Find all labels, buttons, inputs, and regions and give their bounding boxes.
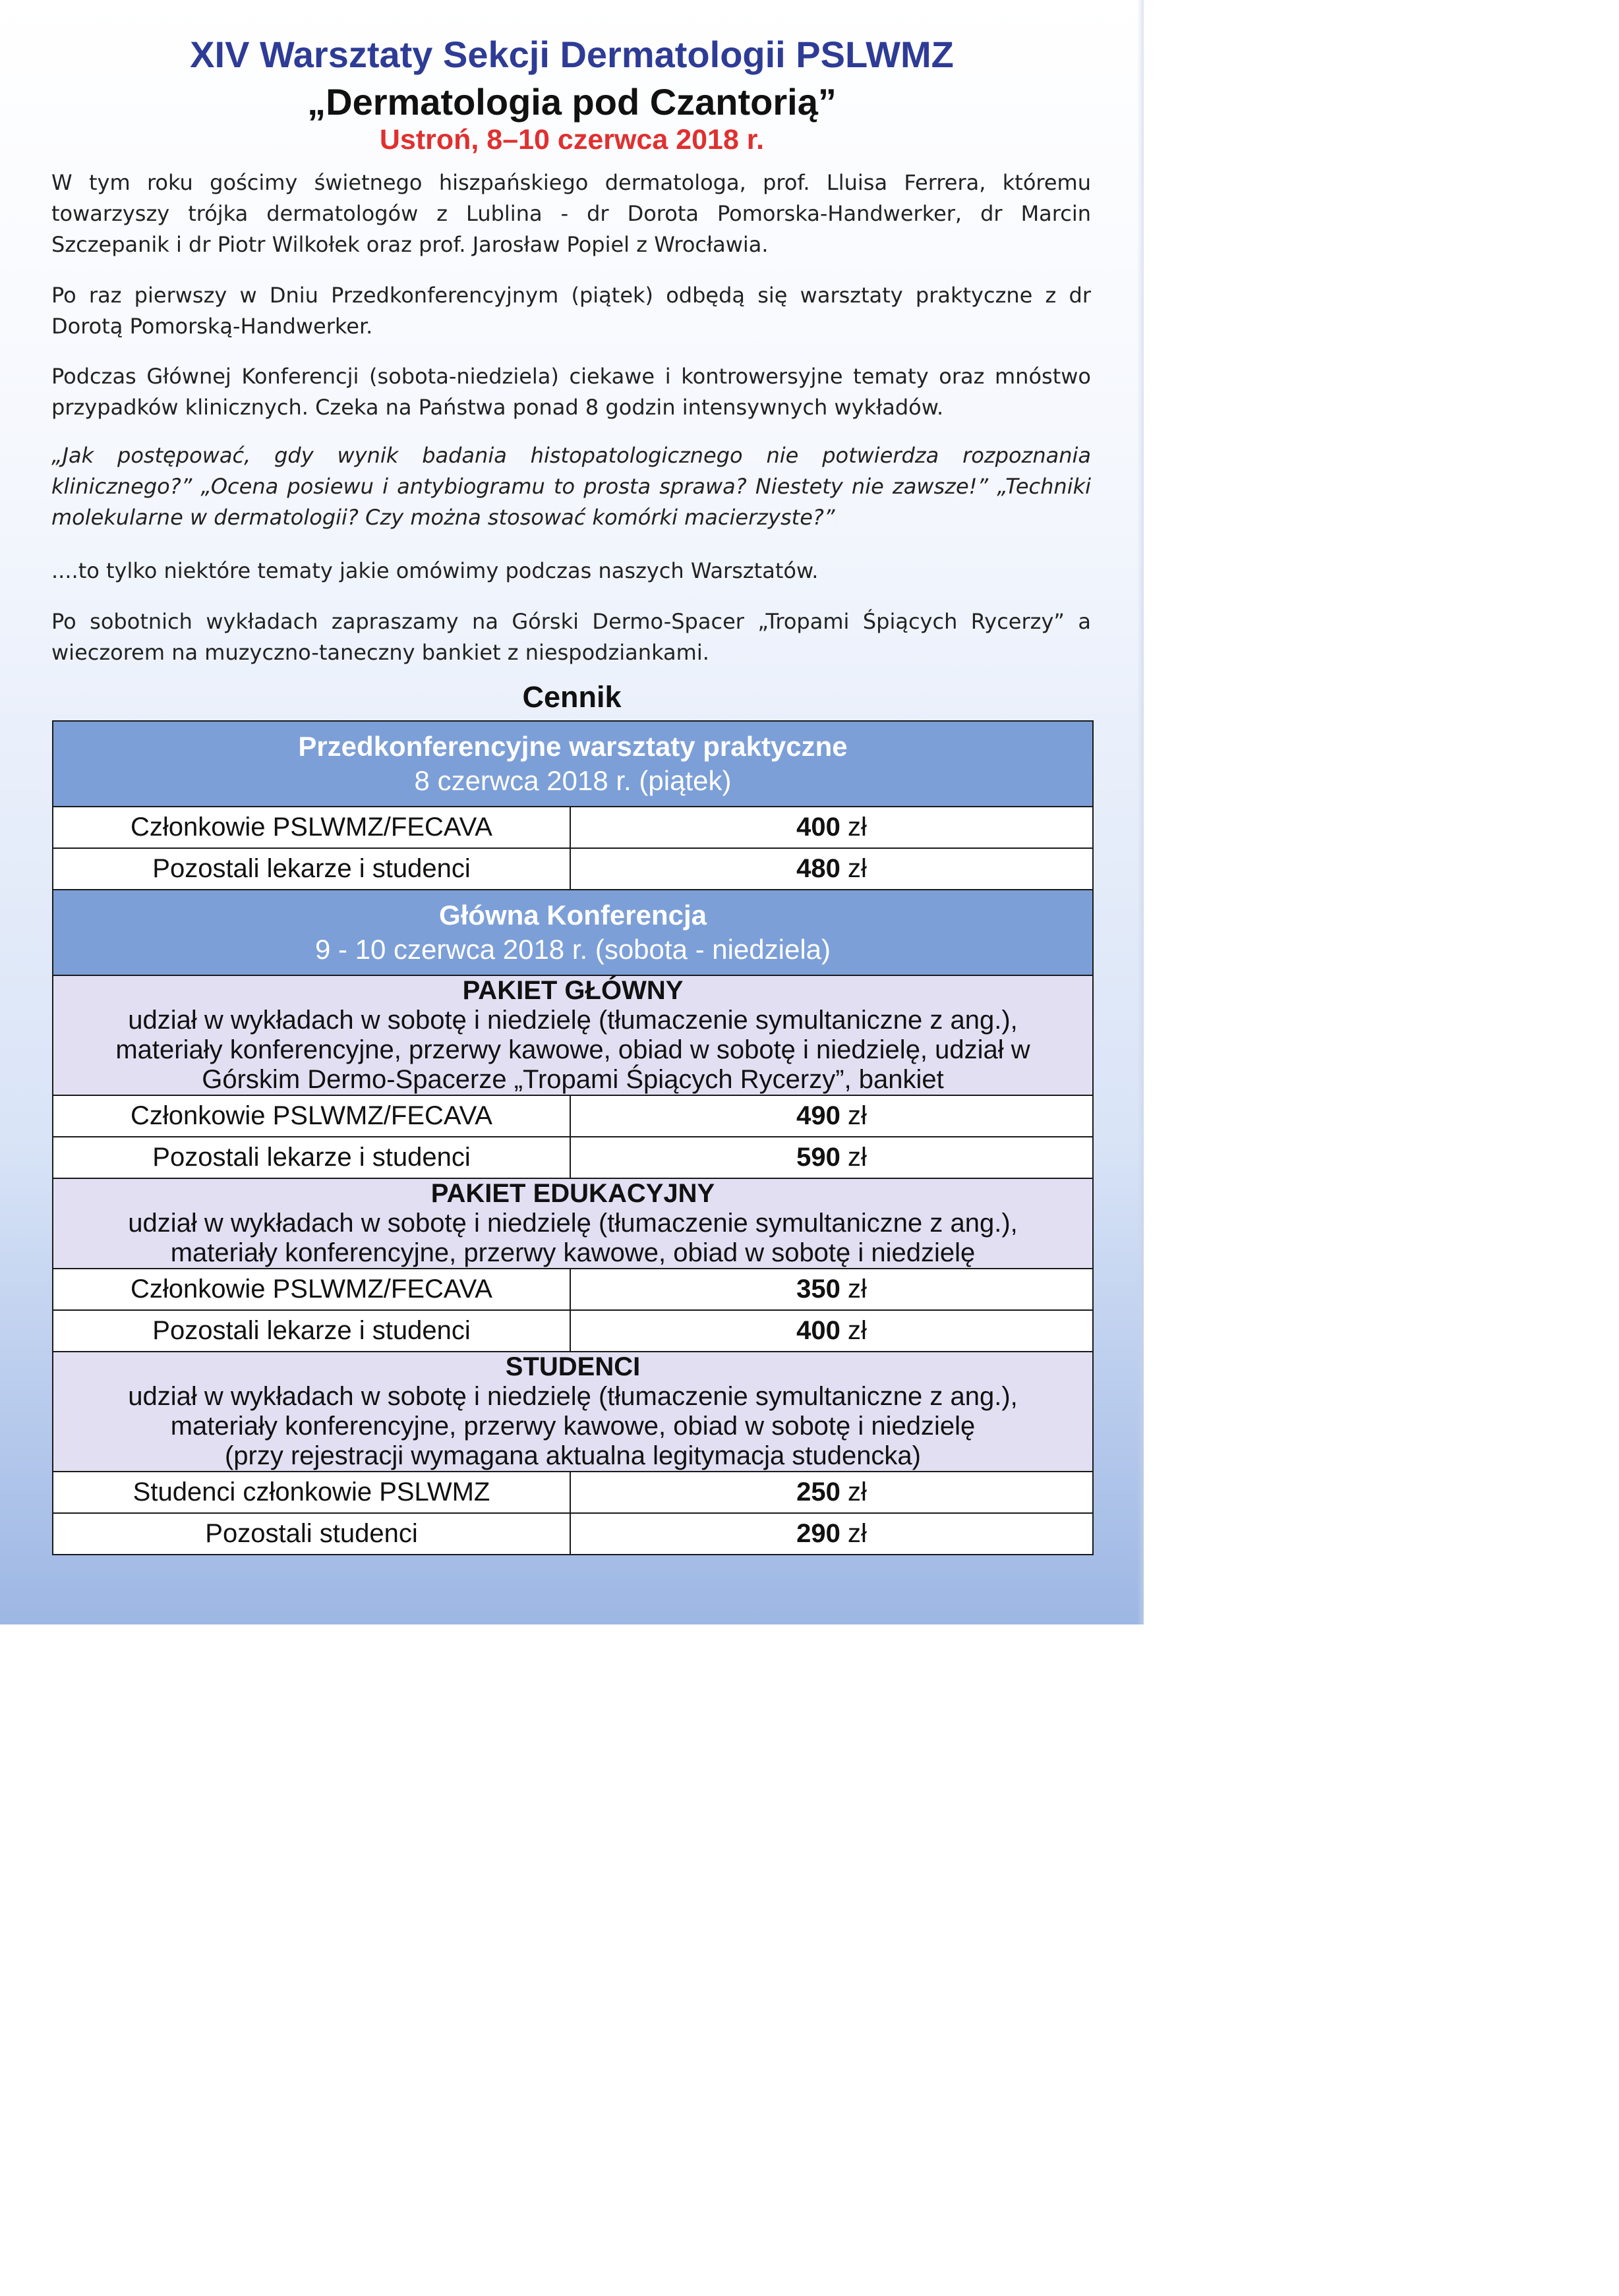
row-label: Pozostali studenci: [53, 1513, 570, 1555]
event-place-date: Ustroń, 8–10 czerwca 2018 r.: [379, 124, 765, 156]
price-table: [52, 720, 1094, 1555]
intro-paragraph: W tym roku gościmy świetnego hiszpańskiego dermatologa, prof. Lluisa Ferrera, któremu towarzyszy trójka dermatologów z Lublina - dr Dorota Pomorska-Handwerker, dr Marcin Szczepanik i dr Piotr Wilkołek oraz prof. Jarosław Popiel z Wrocławia.: [51, 170, 1091, 257]
table-row: [53, 1269, 1093, 1310]
price-unit: zł: [847, 1143, 867, 1172]
table-row: [53, 1095, 1093, 1137]
price-value: 590: [796, 1143, 840, 1172]
price-unit: zł: [847, 1101, 867, 1130]
package-description-line: materiały konferencyjne, przerwy kawowe, obiad w sobotę i niedzielę: [170, 1412, 976, 1441]
package-studenci: [53, 1352, 1093, 1472]
row-price: [570, 1472, 1093, 1513]
walk-banquet-paragraph: Po sobotnich wykładach zapraszamy na Górski Dermo-Spacer „Tropami Śpiących Rycerzy” a wieczorem na muzyczno-taneczny bankiet z niespodziankami.: [51, 609, 1091, 665]
table-row: [53, 807, 1093, 848]
main-conference-header: [53, 890, 1093, 975]
package-glowny: [53, 975, 1093, 1095]
price-value: 290: [796, 1519, 840, 1548]
preconference-date: 8 czerwca 2018 r. (piątek): [414, 765, 732, 796]
preconference-header: [53, 721, 1093, 807]
main-conference-title: Główna Konferencja: [438, 900, 707, 931]
price-unit: zł: [847, 1519, 867, 1548]
package-name: STUDENCI: [505, 1352, 641, 1381]
event-subtitle: „Dermatologia pod Czantorią”: [307, 81, 837, 123]
row-price: [570, 807, 1093, 848]
package-description-line: udział w wykładach w sobotę i niedzielę (tłumaczenie symultaniczne z ang.),: [128, 1006, 1018, 1035]
row-label: Studenci członkowie PSLWMZ: [53, 1472, 570, 1513]
row-price: [570, 848, 1093, 890]
row-price: [570, 1310, 1093, 1352]
table-row: [53, 1472, 1093, 1513]
preconference-title: Przedkonferencyjne warsztaty praktyczne: [298, 731, 848, 762]
package-description-line: (przy rejestracji wymagana aktualna legitymacja studencka): [224, 1441, 921, 1470]
price-unit: zł: [847, 854, 867, 883]
package-name: PAKIET GŁÓWNY: [462, 976, 684, 1005]
row-price: [570, 1095, 1093, 1137]
package-description-line: materiały konferencyjne, przerwy kawowe, obiad w sobotę i niedzielę, udział w: [115, 1035, 1030, 1064]
row-label: Pozostali lekarze i studenci: [53, 1310, 570, 1352]
preconference-header-row: [53, 721, 1093, 807]
table-row: [53, 1137, 1093, 1178]
row-label: Pozostali lekarze i studenci: [53, 848, 570, 890]
main-conference-header-row: [53, 890, 1093, 975]
price-value: 400: [796, 1316, 840, 1345]
table-row: [53, 848, 1093, 890]
package-description-line: udział w wykładach w sobotę i niedzielę (tłumaczenie symultaniczne z ang.),: [128, 1382, 1018, 1411]
row-price: [570, 1137, 1093, 1178]
price-value: 250: [796, 1478, 840, 1507]
package-name: PAKIET EDUKACYJNY: [430, 1179, 715, 1208]
package-description-line: materiały konferencyjne, przerwy kawowe, obiad w sobotę i niedzielę: [170, 1238, 976, 1267]
flyer: [0, 0, 1144, 1624]
price-unit: zł: [847, 1275, 867, 1304]
row-label: Członkowie PSLWMZ/FECAVA: [53, 807, 570, 848]
price-unit: zł: [847, 1478, 867, 1507]
price-value: 480: [796, 854, 840, 883]
table-row: [53, 1513, 1093, 1555]
price-value: 490: [796, 1101, 840, 1130]
row-price: [570, 1513, 1093, 1555]
row-label: Pozostali lekarze i studenci: [53, 1137, 570, 1178]
row-label: Członkowie PSLWMZ/FECAVA: [53, 1095, 570, 1137]
package-studenci-row: [53, 1352, 1093, 1472]
package-description-line: Górskim Dermo-Spacerze „Tropami Śpiących Rycerzy”, bankiet: [202, 1065, 944, 1094]
price-unit: zł: [847, 1316, 867, 1345]
row-price: [570, 1269, 1093, 1310]
price-list-heading: Cennik: [522, 680, 622, 714]
preconference-paragraph: Po raz pierwszy w Dniu Przedkonferencyjnym (piątek) odbędą się warsztaty praktyczne z dr Dorotą Pomorską-Handwerker.: [51, 283, 1091, 339]
price-value: 350: [796, 1275, 840, 1304]
package-edukacyjny-row: [53, 1178, 1093, 1269]
topics-quote-paragraph: „Jak postępować, gdy wynik badania histopatologicznego nie potwierdza rozpoznania klinicznego?” „Ocena posiewu i antybiogramu to prosta sprawa? Niestety nie zawsze!” „Techniki molekularne w dermatologii? Czy można stosować komórki macierzyste?”: [51, 443, 1091, 530]
package-description-line: udział w wykładach w sobotę i niedzielę (tłumaczenie symultaniczne z ang.),: [128, 1209, 1018, 1238]
price-value: 400: [796, 813, 840, 842]
table-row: [53, 1310, 1093, 1352]
package-glowny-row: [53, 975, 1093, 1095]
row-label: Członkowie PSLWMZ/FECAVA: [53, 1269, 570, 1310]
main-conference-paragraph: Podczas Głównej Konferencji (sobota-niedziela) ciekawe i kontrowersyjne tematy oraz mnóstwo przypadków klinicznych. Czeka na Państwa ponad 8 godzin intensywnych wykładów.: [51, 364, 1091, 420]
topics-summary-paragraph: ....to tylko niektóre tematy jakie omówimy podczas naszych Warsztatów.: [51, 558, 819, 583]
event-title: XIV Warsztaty Sekcji Dermatologii PSLWMZ: [190, 34, 954, 75]
main-conference-date: 9 - 10 czerwca 2018 r. (sobota - niedziela): [314, 934, 831, 965]
package-edukacyjny: [53, 1178, 1093, 1269]
price-unit: zł: [847, 813, 867, 842]
